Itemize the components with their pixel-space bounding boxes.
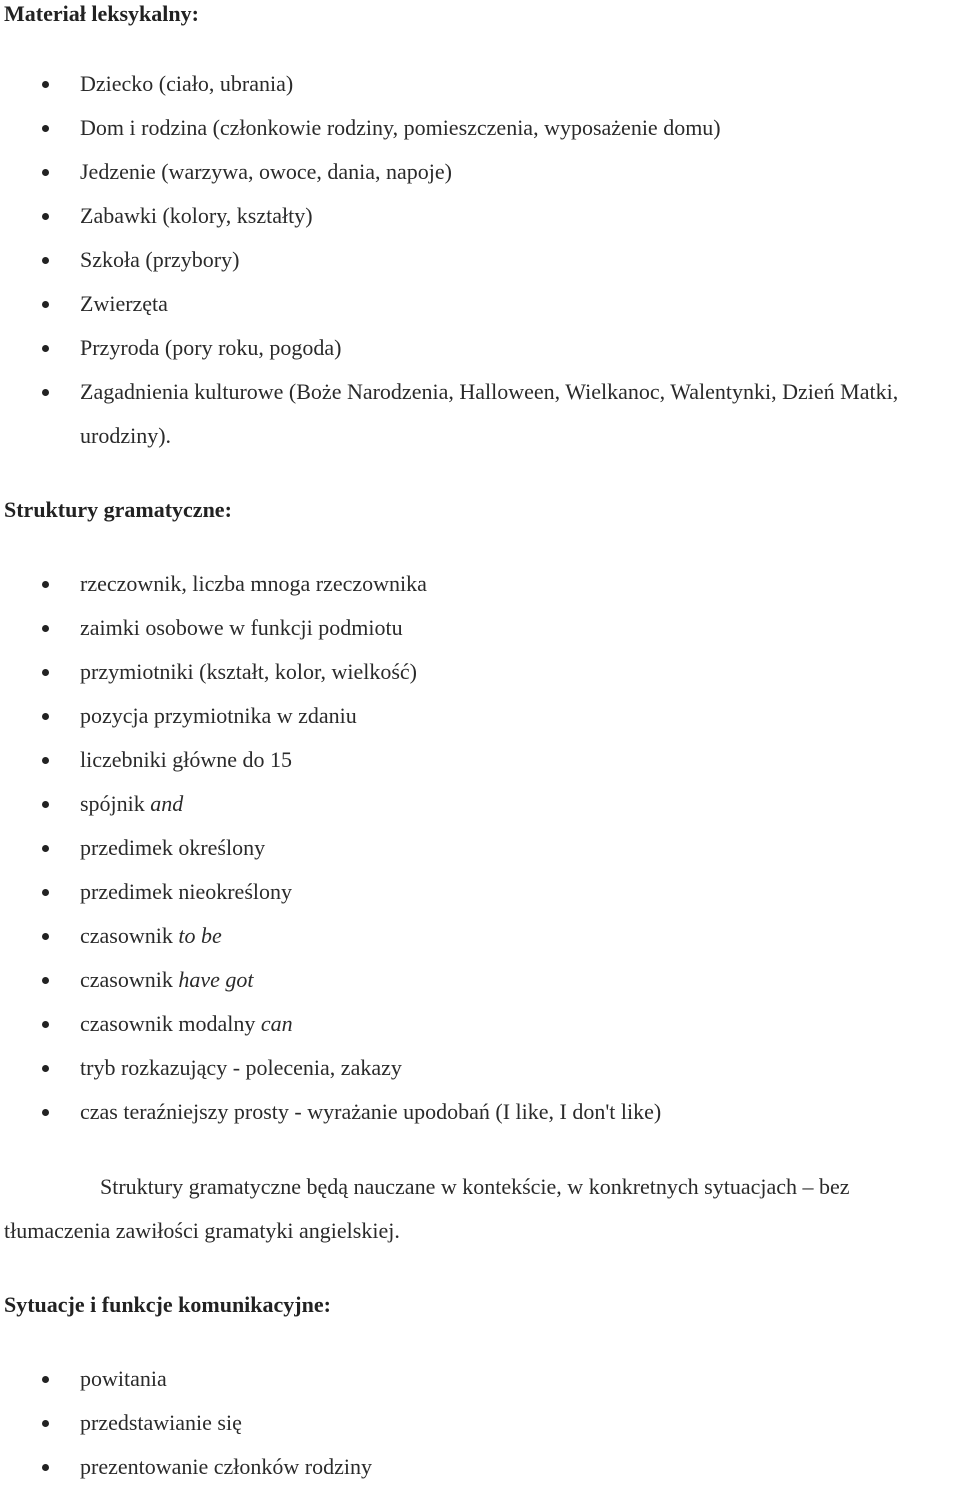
section-heading-communication: Sytuacje i funkcje komunikacyjne: — [4, 1292, 331, 1317]
bullet-icon — [42, 213, 49, 220]
list-item: Szkoła (przybory) — [0, 246, 960, 290]
list-item: przedstawianie się — [0, 1409, 372, 1453]
bullet-icon — [42, 757, 49, 764]
list-item: Jedzenie (warzywa, owoce, dania, napoje) — [0, 158, 960, 202]
section-heading-grammar: Struktury gramatyczne: — [4, 497, 232, 522]
bullet-icon — [42, 625, 49, 632]
bullet-icon — [42, 345, 49, 352]
list-item: przedimek określony — [0, 834, 661, 878]
list-item: powitania — [0, 1365, 372, 1409]
list-item: pozycja przymiotnika w zdaniu — [0, 702, 661, 746]
list-item: Dziecko (ciało, ubrania) — [0, 70, 960, 114]
bullet-icon — [42, 845, 49, 852]
list-item: liczebniki główne do 15 — [0, 746, 661, 790]
list-item: czasownik to be — [0, 922, 661, 966]
list-item: tryb rozkazujący - polecenia, zakazy — [0, 1054, 661, 1098]
bullet-icon — [42, 889, 49, 896]
bullet-icon — [42, 1464, 49, 1471]
section-heading-lexical: Materiał leksykalny: — [4, 1, 199, 26]
bullet-icon — [42, 933, 49, 940]
bullet-icon — [42, 669, 49, 676]
list-item: Zabawki (kolory, kształty) — [0, 202, 960, 246]
bullet-icon — [42, 713, 49, 720]
list-item: rzeczownik, liczba mnoga rzeczownika — [0, 570, 661, 614]
bullet-icon — [42, 81, 49, 88]
communication-list — [0, 1365, 372, 1497]
bullet-icon — [42, 1065, 49, 1072]
list-item: czasownik modalny can — [0, 1010, 661, 1054]
grammar-list — [0, 570, 661, 1142]
bullet-icon — [42, 125, 49, 132]
bullet-icon — [42, 977, 49, 984]
bullet-icon — [42, 801, 49, 808]
list-item: Dom i rodzina (członkowie rodziny, pomieszczenia, wyposażenie domu) — [0, 114, 960, 158]
list-item: Przyroda (pory roku, pogoda) — [0, 334, 960, 378]
bullet-icon — [42, 257, 49, 264]
list-item: spójnik and — [0, 790, 661, 834]
bullet-icon — [42, 1376, 49, 1383]
grammar-note-paragraph: Struktury gramatyczne będą nauczane w kontekście, w konkretnych sytuacjach – bez tłumaczenia zawiłości gramatyki angielskiej. — [4, 1174, 850, 1243]
bullet-icon — [42, 301, 49, 308]
lexical-list — [0, 70, 960, 466]
list-item: zaimki osobowe w funkcji podmiotu — [0, 614, 661, 658]
list-item: przedimek nieokreślony — [0, 878, 661, 922]
bullet-icon — [42, 169, 49, 176]
list-item: Zagadnienia kulturowe (Boże Narodzenia, Halloween, Wielkanoc, Walentynki, Dzień Matki, urodziny). — [0, 370, 960, 458]
bullet-icon — [42, 1420, 49, 1427]
list-item: przymiotniki (kształt, kolor, wielkość) — [0, 658, 661, 702]
list-item: czasownik have got — [0, 966, 661, 1010]
bullet-icon — [42, 1021, 49, 1028]
list-item: czas teraźniejszy prosty - wyrażanie upodobań (I like, I don't like) — [0, 1098, 661, 1142]
list-item: Zwierzęta — [0, 290, 960, 334]
list-item: prezentowanie członków rodziny — [0, 1453, 372, 1497]
bullet-icon — [42, 581, 49, 588]
bullet-icon — [42, 1109, 49, 1116]
bullet-icon — [42, 389, 49, 396]
